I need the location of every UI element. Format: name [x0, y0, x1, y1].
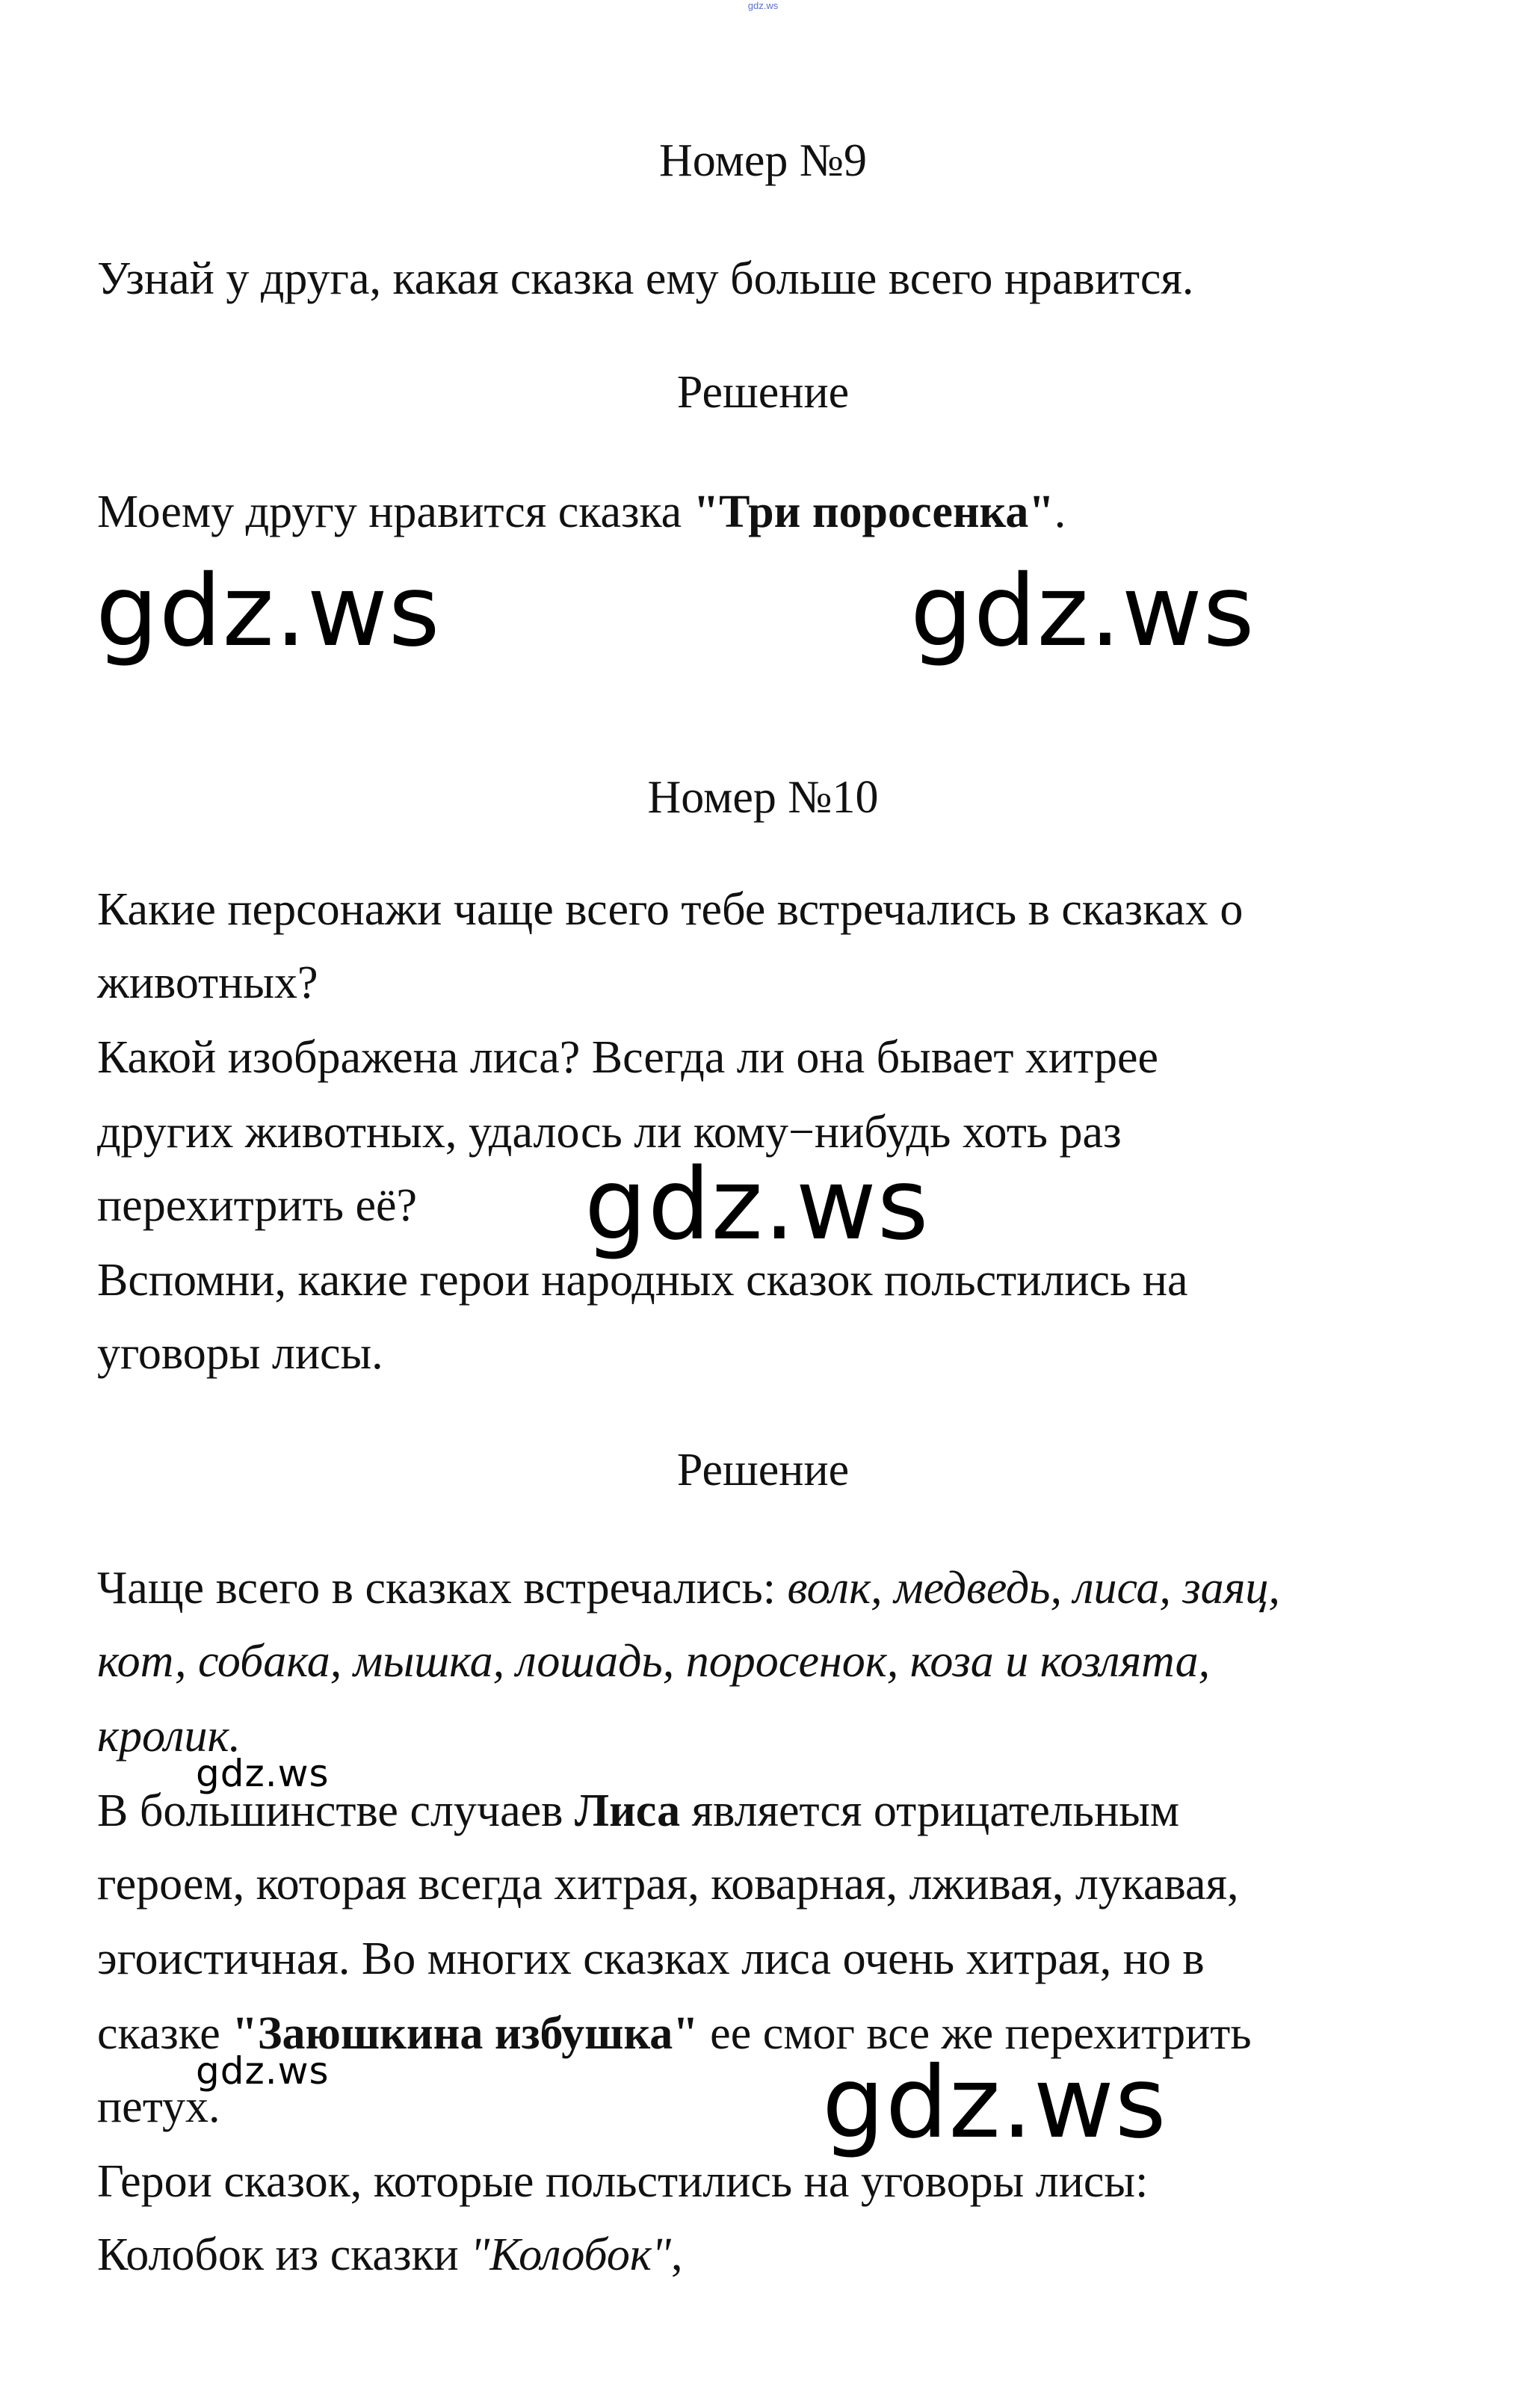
task9-answer-text: Моему другу нравится сказка [97, 487, 694, 537]
task9-answer [97, 489, 1066, 535]
task10-answer-line: кролик. [97, 1711, 241, 1762]
task9-answer-title: "Три поросенка" [693, 487, 1054, 537]
task10-answer-line: эгоистичная. Во многих сказках лиса очень хитрая, но в [97, 1933, 1205, 1984]
watermark-small: gdz.ws [196, 1752, 330, 1795]
task10-question-line: других животных, удалось ли кому−нибудь хоть раз [97, 1107, 1122, 1158]
task10-question-line: Вспомни, какие герои народных сказок польстились на [97, 1255, 1188, 1306]
task10-answer-line [97, 1563, 1280, 1614]
task10-question-line: Какие персонажи чаще всего тебе встречались в сказках о [97, 884, 1244, 935]
task9-title: Номер №9 [658, 135, 867, 186]
task10-answer-line: героем, которая всегда хитрая, коварная, лживая, лукавая, [97, 1859, 1239, 1910]
task10-answer-line: Герои сказок, которые польстились на уговоры лисы: [97, 2156, 1149, 2207]
watermark: gdz.ws [584, 1147, 930, 1262]
answer-tale-title: "Колобок" [470, 2229, 671, 2280]
task10-answer-line [97, 1785, 1180, 1836]
task10-solution-heading: Решение [676, 1445, 850, 1495]
watermark-small: gdz.ws [196, 2049, 330, 2093]
task10-question-line: уговоры лисы. [97, 1328, 383, 1379]
answer-text: сказке [97, 2008, 232, 2059]
answer-characters: волк, медведь, лиса, заяц, [787, 1563, 1280, 1614]
task10-answer-line: петух. [97, 2081, 220, 2132]
header-watermark: gdz.ws [747, 0, 779, 11]
answer-text: Колобок из сказки [97, 2229, 471, 2280]
task9-answer-end: . [1054, 487, 1066, 537]
answer-tale-title: "Заюшкина избушка" [232, 2008, 699, 2059]
answer-text: Чаще всего в сказках встречались: [97, 1563, 788, 1614]
task10-question-line: перехитрить её? [97, 1180, 418, 1231]
answer-text: является отрицательным [680, 1785, 1180, 1836]
task10-question-line: Какой изображена лиса? Всегда ли она бывает хитрее [97, 1032, 1158, 1083]
task10-answer-line [97, 2229, 683, 2280]
answer-fox: Лиса [574, 1785, 681, 1836]
answer-text: В большинстве случаев [97, 1785, 575, 1836]
task10-title: Номер №10 [647, 772, 879, 823]
watermark: gdz.ws [96, 554, 441, 669]
task10-answer-line: кот, собака, мышка, лошадь, поросенок, коза и козлята, [97, 1636, 1211, 1687]
task10-question-line: животных? [97, 957, 318, 1008]
task9-question: Узнай у друга, какая сказка ему больше всего нравится. [97, 253, 1194, 304]
watermark: gdz.ws [910, 554, 1255, 669]
task9-solution-heading: Решение [676, 367, 850, 418]
answer-text: ее смог все же перехитрить [698, 2008, 1252, 2059]
watermark: gdz.ws [822, 2046, 1167, 2161]
answer-text: , [670, 2229, 683, 2280]
